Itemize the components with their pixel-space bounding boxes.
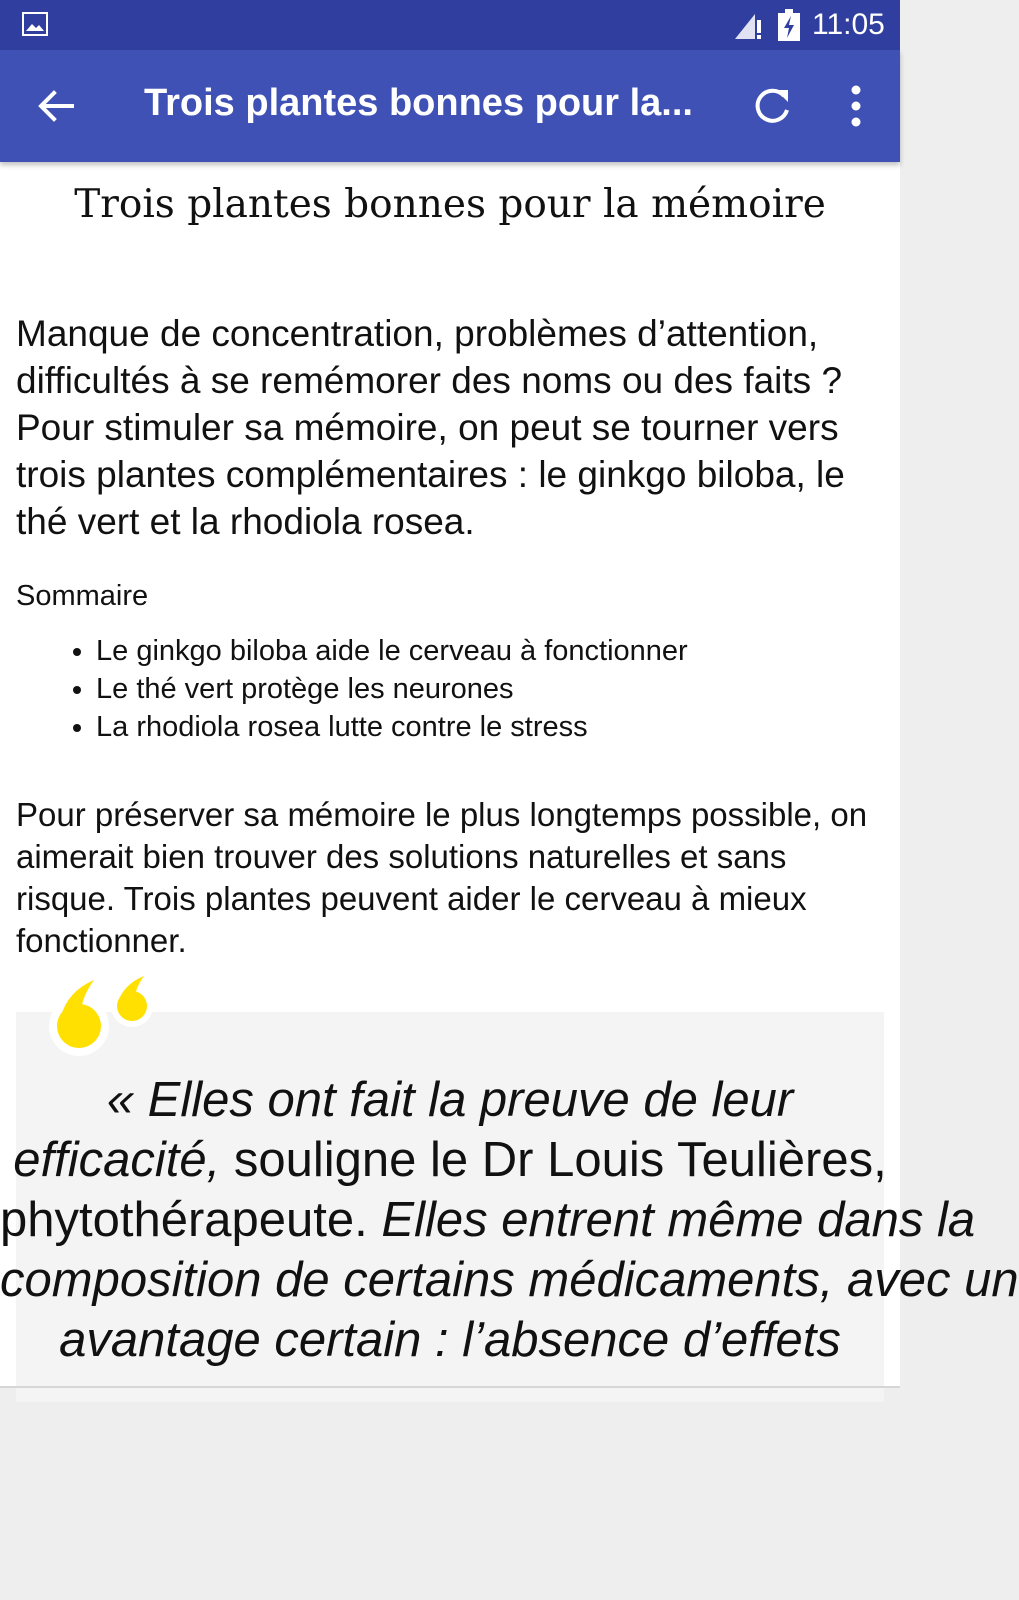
quote-mark-icon — [46, 976, 156, 1056]
app-bar — [0, 50, 900, 162]
quote-block — [0, 1012, 1019, 1402]
app-bar-title: Trois plantes bonnes pour la... — [144, 82, 693, 124]
quote-line: efficacité, — [13, 1133, 221, 1187]
quote-text — [0, 1070, 1019, 1370]
refresh-icon[interactable] — [750, 84, 794, 128]
summary-item[interactable]: • La rhodiola rosea lutte contre le stress — [96, 708, 688, 746]
status-bar — [0, 0, 900, 50]
gallery-notification-icon — [22, 12, 48, 36]
signal-icon — [733, 12, 763, 40]
article-content[interactable] — [0, 162, 1019, 1387]
summary-heading: Sommaire — [16, 580, 149, 612]
quote-line: Elles entrent même dans la — [367, 1193, 976, 1247]
quote-line: avantage certain : l’absence d’effets — [59, 1313, 841, 1367]
more-options-icon[interactable] — [836, 82, 876, 130]
quote-line: composition de certains médicaments, avec un — [0, 1253, 1019, 1307]
content-divider — [0, 1386, 900, 1388]
summary-item[interactable]: • Le ginkgo biloba aide le cerveau à fonctionner — [96, 632, 688, 670]
quote-line: souligne le Dr Louis Teulières, — [220, 1133, 887, 1187]
quote-line: phytothérapeute. — [0, 1193, 368, 1247]
back-arrow-icon[interactable] — [34, 84, 78, 128]
status-time: 11:05 — [812, 8, 885, 41]
article-intro: Manque de concentration, problèmes d’attention, difficultés à se remémorer des noms ou des faits ? Pour stimuler sa mémoire, on peut se tourner vers trois plantes complémentaires : le ginkgo biloba, le thé vert et la rhodiola rosea. — [16, 313, 845, 542]
summary-item[interactable]: • Le thé vert protège les neurones — [96, 670, 688, 708]
article-title: Trois plantes bonnes pour la mémoire — [74, 182, 826, 227]
quote-line: « Elles ont fait la preuve de leur — [106, 1073, 794, 1127]
summary-list — [56, 632, 688, 746]
battery-charging-icon — [778, 9, 800, 41]
article-paragraph: Pour préserver sa mémoire le plus longtemps possible, on aimerait bien trouver des solutions naturelles et sans risque. Trois plantes peuvent aider le cerveau à mieux fonctionner. — [16, 796, 868, 959]
